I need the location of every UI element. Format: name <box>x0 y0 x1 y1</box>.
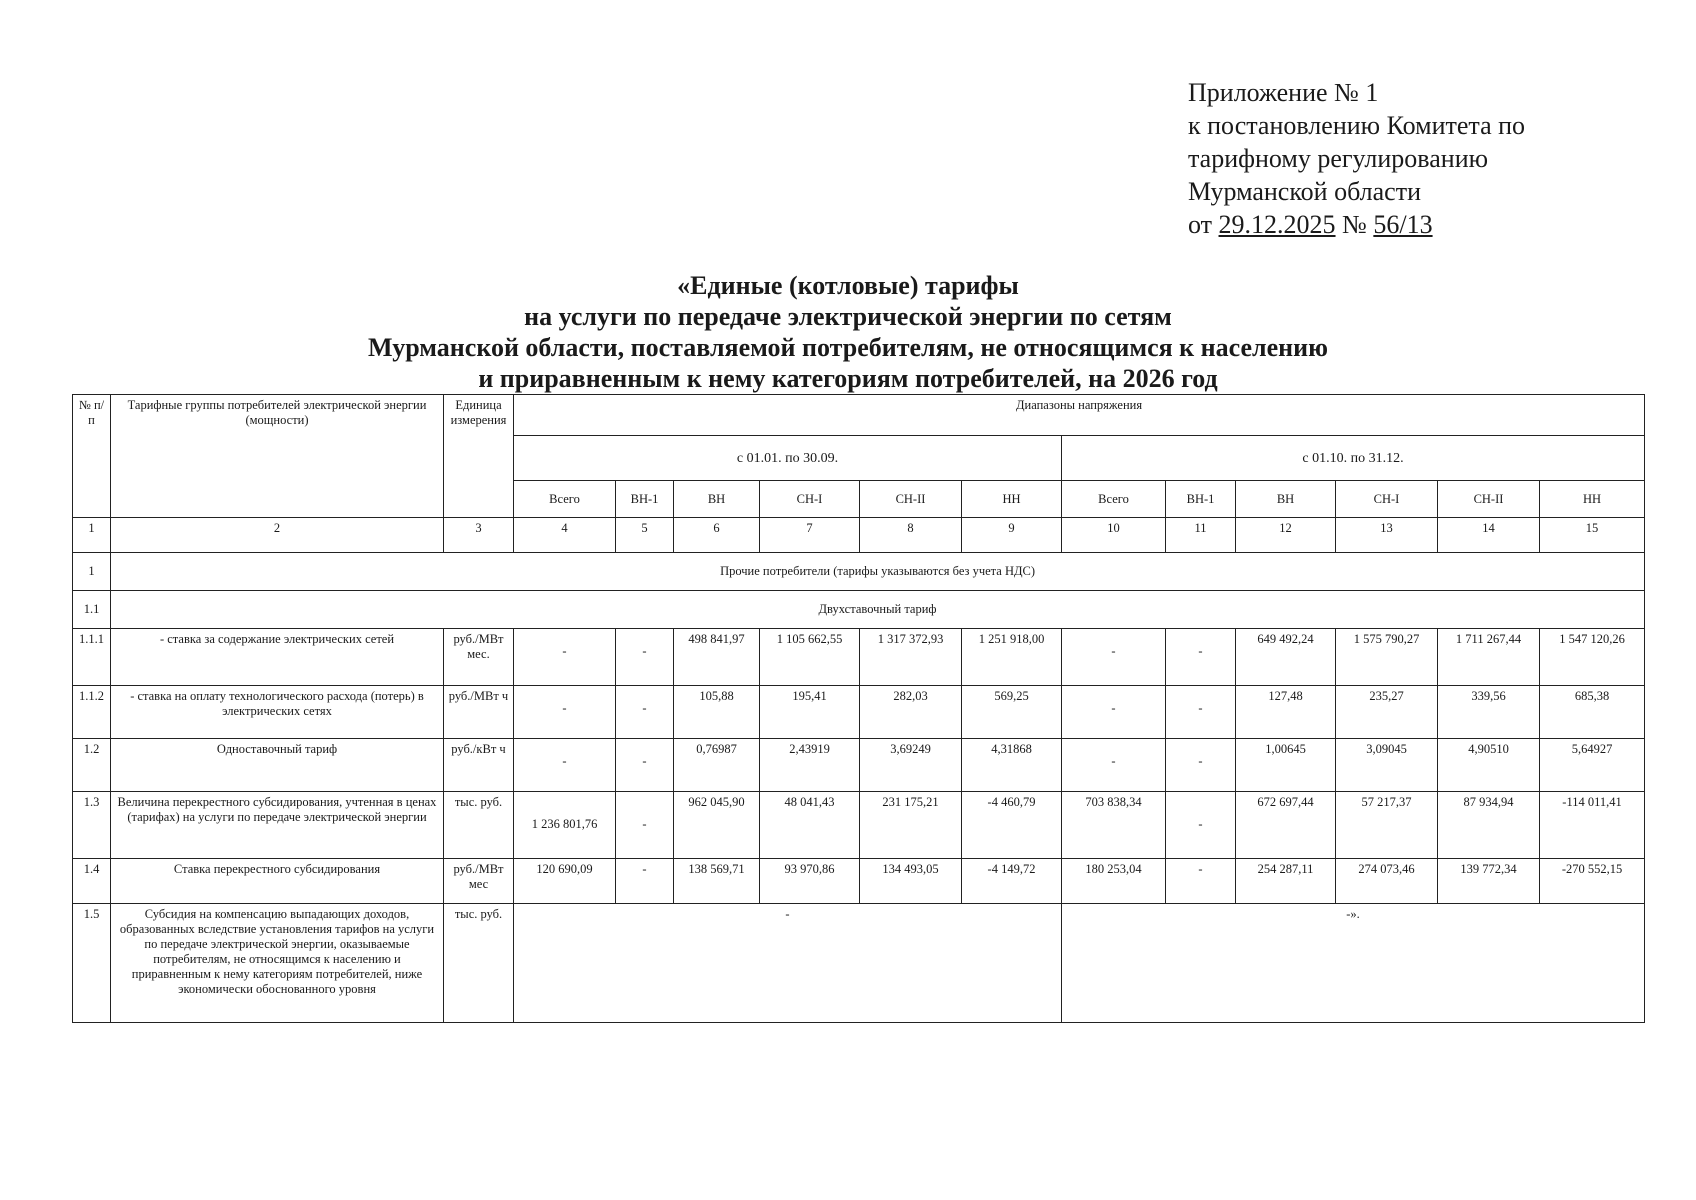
tariffs-table <box>72 394 1645 1023</box>
value-cell: 87 934,94 <box>1438 792 1540 859</box>
column-number: 10 <box>1062 518 1166 553</box>
appendix-line: Приложение № 1 <box>1188 78 1379 107</box>
column-number: 15 <box>1540 518 1645 553</box>
value-cell: 5,64927 <box>1540 739 1645 792</box>
document-title <box>0 270 1696 394</box>
table-row <box>73 904 1645 1023</box>
value-cell: 569,25 <box>962 686 1062 739</box>
header-level: Всего <box>514 481 616 518</box>
value-cell: 4,90510 <box>1438 739 1540 792</box>
value-cell: 3,69249 <box>860 739 962 792</box>
header-unit: Единица измерения <box>444 395 514 518</box>
row-unit: тыс. руб. <box>444 904 514 1023</box>
table-row <box>73 686 1645 739</box>
header-level: СН-II <box>860 481 962 518</box>
appendix-line: тарифному регулированию <box>1188 144 1489 173</box>
value-cell: - <box>514 739 616 792</box>
column-number: 7 <box>760 518 860 553</box>
value-cell: -270 552,15 <box>1540 859 1645 904</box>
value-cell: -114 011,41 <box>1540 792 1645 859</box>
value-cell: - <box>1166 739 1236 792</box>
column-number: 13 <box>1336 518 1438 553</box>
value-cell: 235,27 <box>1336 686 1438 739</box>
header-ranges: Диапазоны напряжения <box>514 395 1645 436</box>
subsidy-value-period-1: - <box>514 904 1062 1023</box>
value-cell: 4,31868 <box>962 739 1062 792</box>
column-number: 14 <box>1438 518 1540 553</box>
header-num: № п/п <box>73 395 111 518</box>
appendix-number-sign: № <box>1335 210 1374 239</box>
section-label: Двухставочный тариф <box>111 591 1645 629</box>
section-row <box>73 553 1645 591</box>
header-level: ВН-1 <box>616 481 674 518</box>
value-cell: 48 041,43 <box>760 792 860 859</box>
section-label: Прочие потребители (тарифы указываются без учета НДС) <box>111 553 1645 591</box>
section-num: 1.1 <box>73 591 111 629</box>
header-level: СН-I <box>1336 481 1438 518</box>
table-row <box>73 859 1645 904</box>
table-row <box>73 739 1645 792</box>
value-cell: - <box>514 686 616 739</box>
value-cell: 0,76987 <box>674 739 760 792</box>
row-num: 1.5 <box>73 904 111 1023</box>
header-groups: Тарифные группы потребителей электрической энергии (мощности) <box>111 395 444 518</box>
row-num: 1.1.2 <box>73 686 111 739</box>
value-cell: -4 460,79 <box>962 792 1062 859</box>
column-number: 3 <box>444 518 514 553</box>
value-cell: 1,00645 <box>1236 739 1336 792</box>
value-cell: 134 493,05 <box>860 859 962 904</box>
header-period-1: с 01.01. по 30.09. <box>514 436 1062 481</box>
value-cell: 1 317 372,93 <box>860 629 962 686</box>
column-number: 8 <box>860 518 962 553</box>
value-cell: 180 253,04 <box>1062 859 1166 904</box>
section-row <box>73 591 1645 629</box>
value-cell: 1 105 662,55 <box>760 629 860 686</box>
row-num: 1.4 <box>73 859 111 904</box>
appendix-from: от <box>1188 210 1219 239</box>
value-cell: 138 569,71 <box>674 859 760 904</box>
header-level: НН <box>1540 481 1645 518</box>
appendix-line <box>1188 208 1525 241</box>
header-period-2: с 01.10. по 31.12. <box>1062 436 1645 481</box>
value-cell: - <box>616 739 674 792</box>
value-cell: 127,48 <box>1236 686 1336 739</box>
table-row <box>73 792 1645 859</box>
value-cell: 195,41 <box>760 686 860 739</box>
value-cell: 3,09045 <box>1336 739 1438 792</box>
value-cell: 105,88 <box>674 686 760 739</box>
row-num: 1.3 <box>73 792 111 859</box>
value-cell: 57 217,37 <box>1336 792 1438 859</box>
value-cell: - <box>616 859 674 904</box>
value-cell: - <box>1166 792 1236 859</box>
row-unit: тыс. руб. <box>444 792 514 859</box>
value-cell: 1 547 120,26 <box>1540 629 1645 686</box>
header-level: ВН <box>674 481 760 518</box>
value-cell: 274 073,46 <box>1336 859 1438 904</box>
table-row <box>73 629 1645 686</box>
column-number: 4 <box>514 518 616 553</box>
row-num: 1.2 <box>73 739 111 792</box>
column-number: 2 <box>111 518 444 553</box>
header-level: ВН <box>1236 481 1336 518</box>
value-cell: 1 236 801,76 <box>514 792 616 859</box>
row-num: 1.1.1 <box>73 629 111 686</box>
value-cell: - <box>1062 686 1166 739</box>
value-cell: 1 575 790,27 <box>1336 629 1438 686</box>
column-number: 12 <box>1236 518 1336 553</box>
value-cell: 672 697,44 <box>1236 792 1336 859</box>
row-unit: руб./МВт мес <box>444 859 514 904</box>
header-level: Всего <box>1062 481 1166 518</box>
value-cell: - <box>514 629 616 686</box>
row-label: Субсидия на компенсацию выпадающих доходов, образованных вследствие установления тарифов на услуги по передаче электрической энергии, оказываемые потребителям, не относящимся к населению и приравненным к нему категориям потребителей, ниже экономически обоснованного уровня <box>111 904 444 1023</box>
column-number: 1 <box>73 518 111 553</box>
value-cell: - <box>1062 629 1166 686</box>
column-number: 5 <box>616 518 674 553</box>
header-level: ВН-1 <box>1166 481 1236 518</box>
value-cell: 1 251 918,00 <box>962 629 1062 686</box>
title-line: Мурманской области, поставляемой потребителям, не относящимся к населению <box>368 333 1328 362</box>
appendix-date: 29.12.2025 <box>1218 210 1336 239</box>
section-num: 1 <box>73 553 111 591</box>
value-cell: 339,56 <box>1438 686 1540 739</box>
value-cell: 282,03 <box>860 686 962 739</box>
column-number: 11 <box>1166 518 1236 553</box>
value-cell: 703 838,34 <box>1062 792 1166 859</box>
appendix-line: Мурманской области <box>1188 177 1421 206</box>
value-cell: 498 841,97 <box>674 629 760 686</box>
row-label: Ставка перекрестного субсидирования <box>111 859 444 904</box>
row-label: - ставка на оплату технологического расхода (потерь) в электрических сетях <box>111 686 444 739</box>
header-level: СН-I <box>760 481 860 518</box>
column-number: 9 <box>962 518 1062 553</box>
row-label: Величина перекрестного субсидирования, учтенная в ценах (тарифах) на услуги по передаче электрической энергии <box>111 792 444 859</box>
title-line: и приравненным к нему категориям потребителей, на 2026 год <box>478 364 1218 393</box>
column-number: 6 <box>674 518 760 553</box>
subsidy-value-period-2: -». <box>1062 904 1645 1023</box>
header-level: НН <box>962 481 1062 518</box>
title-line: «Единые (котловые) тарифы <box>677 271 1019 300</box>
value-cell: - <box>616 686 674 739</box>
value-cell: - <box>616 792 674 859</box>
appendix-number: 56/13 <box>1373 210 1433 239</box>
appendix-block <box>1188 76 1525 241</box>
value-cell: 685,38 <box>1540 686 1645 739</box>
row-unit: руб./МВт мес. <box>444 629 514 686</box>
value-cell: -4 149,72 <box>962 859 1062 904</box>
value-cell: - <box>1166 859 1236 904</box>
title-line: на услуги по передаче электрической энергии по сетям <box>524 302 1172 331</box>
appendix-line: к постановлению Комитета по <box>1188 111 1526 140</box>
value-cell: - <box>1062 739 1166 792</box>
value-cell: 2,43919 <box>760 739 860 792</box>
value-cell: - <box>616 629 674 686</box>
value-cell: 120 690,09 <box>514 859 616 904</box>
header-row <box>73 395 1645 436</box>
row-unit: руб./МВт ч <box>444 686 514 739</box>
value-cell: - <box>1166 686 1236 739</box>
value-cell: 254 287,11 <box>1236 859 1336 904</box>
value-cell: 1 711 267,44 <box>1438 629 1540 686</box>
row-unit: руб./кВт ч <box>444 739 514 792</box>
column-number-row <box>73 518 1645 553</box>
value-cell: 649 492,24 <box>1236 629 1336 686</box>
value-cell: - <box>1166 629 1236 686</box>
value-cell: 139 772,34 <box>1438 859 1540 904</box>
header-level: СН-II <box>1438 481 1540 518</box>
row-label: Одноставочный тариф <box>111 739 444 792</box>
value-cell: 231 175,21 <box>860 792 962 859</box>
value-cell: 962 045,90 <box>674 792 760 859</box>
value-cell: 93 970,86 <box>760 859 860 904</box>
row-label: - ставка за содержание электрических сетей <box>111 629 444 686</box>
